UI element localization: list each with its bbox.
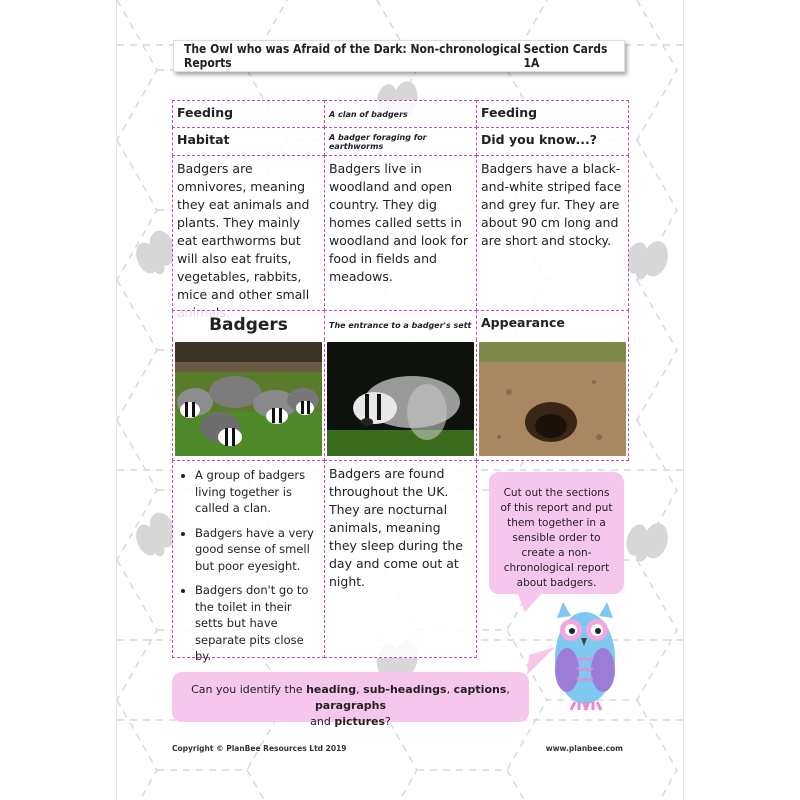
copyright-text: Copyright © PlanBee Resources Ltd 2019 — [172, 744, 347, 753]
card-did-you-know-label — [476, 127, 629, 156]
main-heading: Badgers — [209, 315, 288, 335]
question-text-end: ? — [385, 715, 391, 728]
subheading-appearance: Appearance — [481, 315, 565, 330]
instruction-bubble-tail — [517, 592, 547, 614]
paragraph-appearance: Badgers have a black-and-white striped face and grey fur. They are about 90 cm long and are short and stocky. — [481, 161, 622, 248]
card-habitat-paragraph — [324, 155, 477, 311]
question-text-part: and — [310, 715, 335, 728]
paragraph-habitat: Badgers live in woodland and open country. They dig homes called setts in woodland and look for food in fields and meadows. — [329, 161, 469, 284]
title-bar — [173, 40, 625, 72]
paragraph-found: Badgers are found throughout the UK. They are nocturnal animals, meaning they sleep during the day and come out at night. — [329, 466, 463, 589]
worksheet-title: The Owl who was Afraid of the Dark: Non-chronological Reports — [184, 42, 521, 70]
question-separator: , — [446, 683, 454, 696]
card-feeding-label-2 — [476, 100, 629, 128]
card-appearance-paragraph — [476, 155, 629, 311]
bullet-list — [173, 461, 324, 665]
question-text-part: Can you identify the — [191, 683, 307, 696]
card-appearance-label — [476, 310, 629, 340]
bullet-item: • A group of badgers living together is called a clan. — [195, 467, 318, 517]
card-feeding-paragraph — [172, 155, 325, 311]
worksheet-page — [117, 0, 683, 800]
card-caption-clan — [324, 100, 477, 128]
card-caption-foraging — [324, 127, 477, 156]
instruction-text: Cut out the sections of this report and put them together in a sensible order to create a non-chronological report about badgers. — [500, 487, 613, 589]
caption-foraging: A badger foraging for earthworms — [329, 132, 427, 151]
card-habitat-label — [172, 127, 325, 156]
photo-badger-foraging — [327, 342, 474, 456]
subheading-habitat: Habitat — [177, 132, 230, 147]
section-label: Section Cards 1A — [523, 42, 608, 70]
subheading-feeding: Feeding — [177, 105, 234, 120]
instruction-bubble — [489, 472, 624, 594]
question-term-captions: captions — [453, 683, 507, 696]
question-term-paragraphs: paragraphs — [314, 699, 387, 712]
owl-illustration — [549, 600, 619, 712]
bullet-item: • Badgers don't go to the toilet in their setts but have separate pits close by. — [195, 582, 318, 665]
subheading-feeding-2: Feeding — [481, 105, 538, 120]
question-separator: , — [506, 683, 510, 696]
card-bullet-facts — [172, 460, 325, 663]
card-caption-sett — [324, 310, 477, 340]
question-term-pictures: pictures — [334, 715, 386, 728]
card-found-paragraph — [324, 460, 477, 658]
question-separator: , — [356, 683, 364, 696]
website-text: www.planbee.com — [545, 744, 623, 753]
subheading-did-you-know: Did you know...? — [481, 132, 597, 147]
card-main-heading — [172, 310, 325, 340]
question-bubble-tail — [525, 645, 559, 679]
question-text — [172, 672, 529, 740]
caption-clan: A clan of badgers — [329, 109, 408, 119]
caption-sett: The entrance to a badger's sett — [329, 321, 472, 330]
question-term-subheadings: sub-headings — [363, 683, 447, 696]
bullet-item: • Badgers have a very good sense of smell but poor eyesight. — [195, 525, 318, 575]
question-term-heading: heading — [306, 683, 357, 696]
photo-badger-sett — [479, 342, 626, 456]
photo-badger-clan — [175, 342, 322, 456]
paragraph-feeding: Badgers are omnivores, meaning they eat animals and plants. They mainly eat earthworms but will also eat fruits, vegetables, rabbits, mice and other small — [177, 161, 310, 302]
card-feeding-label — [172, 100, 325, 128]
question-bubble — [172, 672, 529, 728]
